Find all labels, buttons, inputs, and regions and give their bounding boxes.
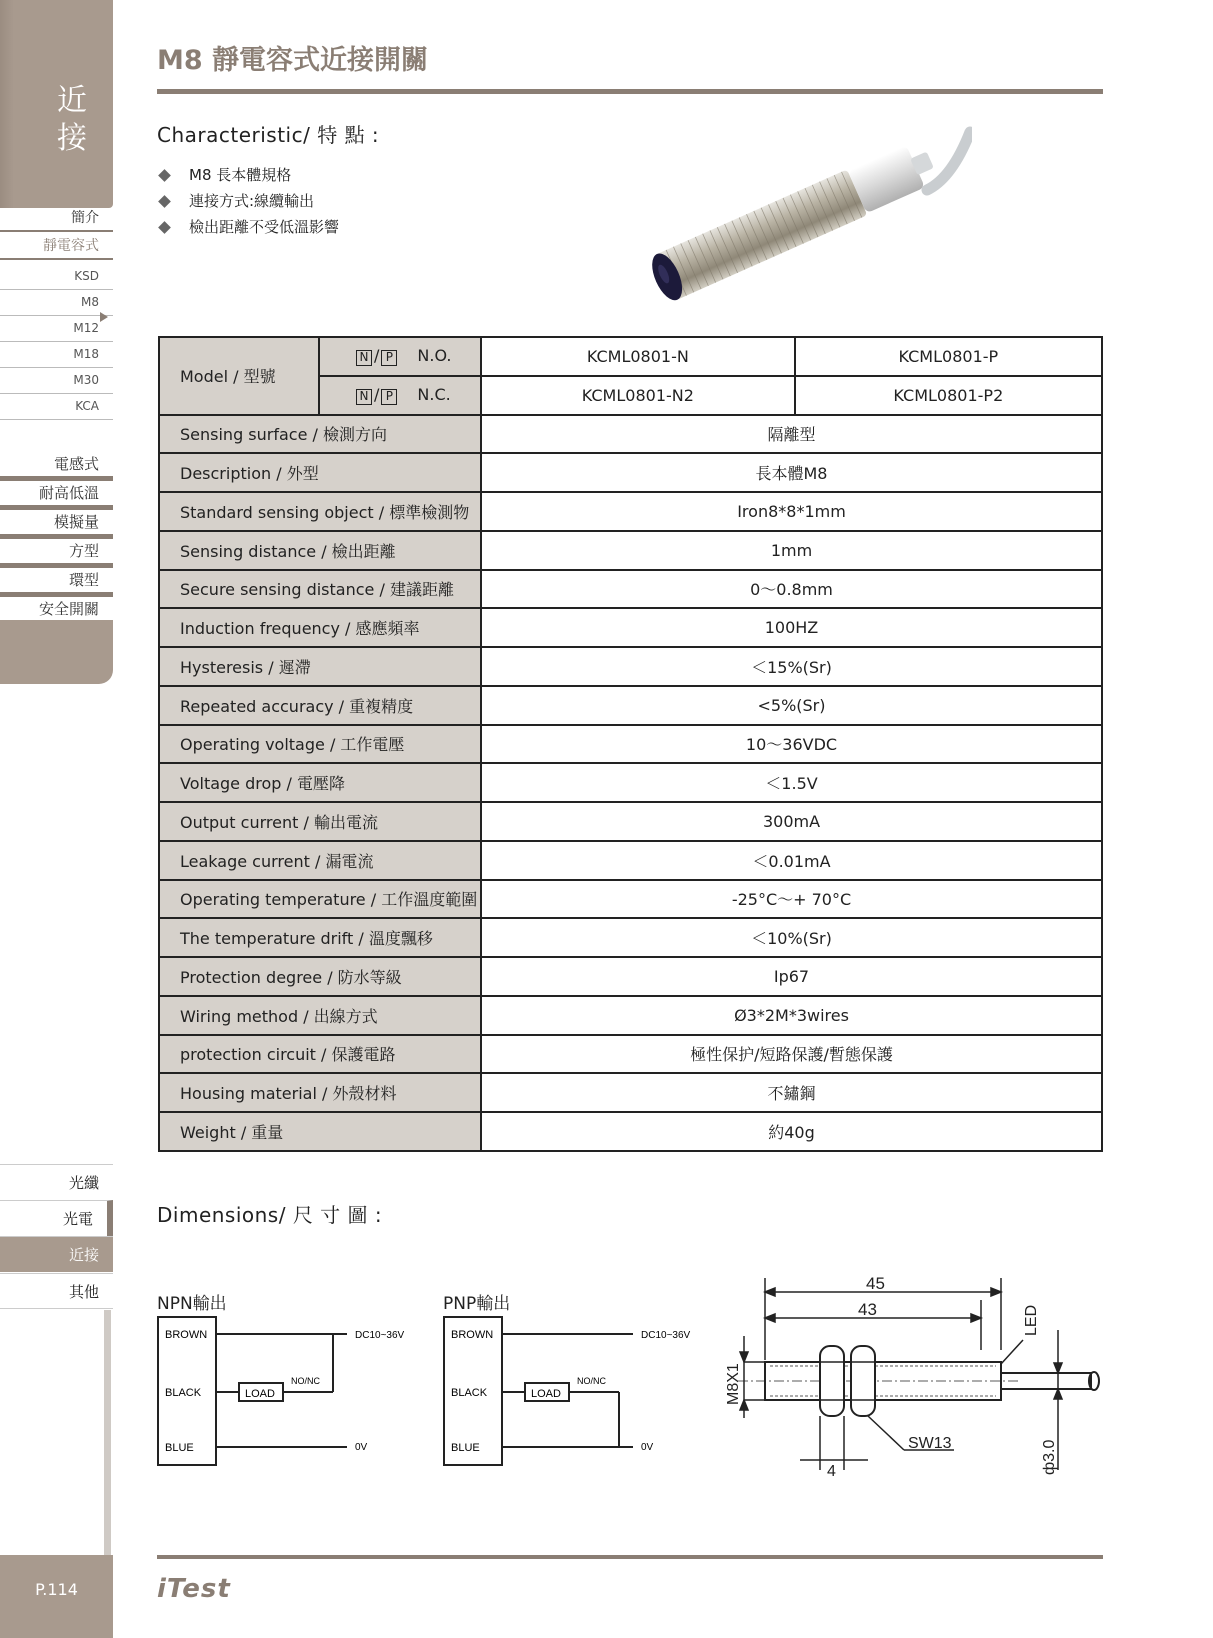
- spec-label: protection circuit / 保護電路: [159, 1035, 481, 1074]
- dim-cable-label: ф3.0: [1041, 1439, 1058, 1475]
- npn-wiring-diagram: [157, 1316, 427, 1468]
- dim-thread-length: 43: [858, 1300, 877, 1319]
- pnp-title: PNP輸出: [443, 1294, 511, 1314]
- diamond-bullet-icon: [158, 169, 171, 182]
- mechanical-dimension-drawing: [718, 1270, 1108, 1492]
- spec-value: Iron8*8*1mm: [481, 492, 1102, 531]
- spec-value: 隔離型: [481, 415, 1102, 454]
- pnp-black-label: BLACK: [451, 1387, 488, 1399]
- spec-label: Sensing distance / 檢出距離: [159, 531, 481, 570]
- npn-dc-label: DC10~36V: [355, 1330, 405, 1341]
- sidebar-item-capacitive[interactable]: 靜電容式: [0, 234, 113, 260]
- table-row: [159, 1112, 1102, 1151]
- spec-label: Hysteresis / 遲滯: [159, 647, 481, 686]
- dim-wrench-label: SW13: [908, 1435, 952, 1452]
- spec-label: Protection degree / 防水等級: [159, 957, 481, 996]
- spec-value: ＜0.01mA: [481, 841, 1102, 880]
- dim-nut-width: 4: [827, 1463, 836, 1480]
- npn-title: NPN輸出: [157, 1294, 227, 1314]
- table-row: [159, 686, 1102, 725]
- npn-black-label: BLACK: [165, 1387, 202, 1399]
- spec-label: Operating temperature / 工作溫度範圍: [159, 880, 481, 919]
- title-divider: [157, 89, 1103, 94]
- spec-value: ＜10%(Sr): [481, 918, 1102, 957]
- spec-label: Secure sensing distance / 建議距離: [159, 570, 481, 609]
- nav-fiber[interactable]: 光纖: [0, 1164, 113, 1200]
- characteristic-heading: Characteristic/ 特 點 :: [157, 123, 380, 147]
- sidebar-divider-block: [0, 620, 113, 684]
- nav-photoelectric[interactable]: 光電: [0, 1200, 113, 1236]
- table-row: [159, 415, 1102, 454]
- spec-value: 0～0.8mm: [481, 570, 1102, 609]
- model-nc-pnp: KCML0801-P2: [795, 376, 1102, 415]
- pnp-dc-label: DC10~36V: [641, 1330, 691, 1341]
- spec-value: Ø3*2M*3wires: [481, 996, 1102, 1035]
- pnp-nonc-label: NO/NC: [577, 1376, 606, 1386]
- spec-value: ＜1.5V: [481, 763, 1102, 802]
- spec-value: ＜15%(Sr): [481, 647, 1102, 686]
- sidebar-item-kca[interactable]: KCA: [0, 394, 113, 420]
- nav-proximity[interactable]: 近接: [0, 1236, 113, 1272]
- list-item: 檢出距離不受低溫影響: [157, 214, 339, 240]
- np-nc-cell: N / P N.C.: [319, 376, 481, 415]
- spec-label: Repeated accuracy / 重複精度: [159, 686, 481, 725]
- npn-zero-label: 0V: [355, 1442, 368, 1453]
- footer-divider: [157, 1555, 1103, 1559]
- spec-value: 10～36VDC: [481, 725, 1102, 764]
- sidebar-decoration: [0, 0, 14, 208]
- brand-logo: iTest: [157, 1574, 231, 1604]
- list-item: 連接方式:線纜輸出: [157, 188, 339, 214]
- sidebar-item-intro[interactable]: 簡介: [0, 206, 113, 232]
- spec-value: 長本體M8: [481, 453, 1102, 492]
- sidebar-category-safety[interactable]: 安全開關: [38, 600, 99, 618]
- table-row: [159, 996, 1102, 1035]
- model-nc-npn: KCML0801-N2: [481, 376, 795, 415]
- sidebar-item-ksd[interactable]: KSD: [0, 264, 113, 290]
- table-row: [159, 608, 1102, 647]
- table-row: [159, 453, 1102, 492]
- spec-label: Induction frequency / 感應頻率: [159, 608, 481, 647]
- nav-other[interactable]: 其他: [0, 1273, 113, 1309]
- sidebar-category-inductive[interactable]: 電感式: [0, 452, 113, 481]
- spec-value: Ip67: [481, 957, 1102, 996]
- table-row: [159, 957, 1102, 996]
- npn-nonc-label: NO/NC: [291, 1376, 320, 1386]
- dim-led-label: LED: [1023, 1304, 1040, 1336]
- spec-table: [158, 336, 1103, 1152]
- pnp-wiring-diagram: [443, 1316, 713, 1468]
- model-no-pnp: KCML0801-P: [795, 337, 1102, 376]
- dimensions-heading: Dimensions/ 尺 寸 圖 :: [157, 1203, 383, 1227]
- page-number: P.114: [0, 1555, 113, 1638]
- spec-label: Voltage drop / 電壓降: [159, 763, 481, 802]
- list-item: M8 長本體規格: [157, 162, 339, 188]
- table-row: [159, 918, 1102, 957]
- sidebar-item-m18[interactable]: M18: [0, 342, 113, 368]
- pnp-blue-label: BLUE: [451, 1442, 480, 1454]
- spec-value: -25°C～+ 70°C: [481, 880, 1102, 919]
- pnp-zero-label: 0V: [641, 1442, 654, 1453]
- sidebar-item-m12[interactable]: M12: [0, 316, 113, 342]
- spec-label: Output current / 輸出電流: [159, 802, 481, 841]
- sidebar-category-analog[interactable]: 模擬量: [0, 510, 113, 539]
- table-row: [159, 725, 1102, 764]
- sidebar-chapter-title: 近 接: [57, 83, 87, 156]
- table-row: [159, 1073, 1102, 1112]
- spec-label: Housing material / 外殼材料: [159, 1073, 481, 1112]
- sensor-product-image: [612, 118, 972, 308]
- table-row: [159, 531, 1102, 570]
- npn-load-label: LOAD: [245, 1388, 275, 1400]
- sidebar-item-m30[interactable]: M30: [0, 368, 113, 394]
- table-row: [159, 841, 1102, 880]
- np-no-cell: N / P N.O.: [319, 337, 481, 376]
- sidebar-category-ring[interactable]: 環型: [0, 568, 113, 597]
- spec-value: <5%(Sr): [481, 686, 1102, 725]
- spec-value: 極性保护/短路保護/暫態保護: [481, 1035, 1102, 1074]
- table-row: [159, 880, 1102, 919]
- table-row: [159, 570, 1102, 609]
- model-no-npn: KCML0801-N: [481, 337, 795, 376]
- pnp-brown-label: BROWN: [451, 1329, 494, 1341]
- npn-brown-label: BROWN: [165, 1329, 208, 1341]
- spec-value: 約40g: [481, 1112, 1102, 1151]
- sidebar-category-square[interactable]: 方型: [0, 539, 113, 568]
- spec-label: Wiring method / 出線方式: [159, 996, 481, 1035]
- spec-label: Sensing surface / 檢測方向: [159, 415, 481, 454]
- spec-value: 1mm: [481, 531, 1102, 570]
- spec-value: 不鏽鋼: [481, 1073, 1102, 1112]
- spec-label: Standard sensing object / 標準檢測物: [159, 492, 481, 531]
- spec-label: Weight / 重量: [159, 1112, 481, 1151]
- sidebar-rail: [104, 1310, 111, 1560]
- model-label: Model / 型號: [159, 337, 319, 415]
- table-row: [159, 763, 1102, 802]
- table-row: [159, 647, 1102, 686]
- spec-label: Operating voltage / 工作電壓: [159, 725, 481, 764]
- characteristic-list: [157, 162, 339, 240]
- diamond-bullet-icon: [158, 221, 171, 234]
- dim-total-length: 45: [866, 1274, 885, 1293]
- page-title: M8 靜電容式近接開關: [157, 45, 429, 76]
- spec-label: Description / 外型: [159, 453, 481, 492]
- pnp-load-label: LOAD: [531, 1388, 561, 1400]
- spec-label: The temperature drift / 溫度飄移: [159, 918, 481, 957]
- dim-thread-label: M8X1: [725, 1363, 742, 1405]
- table-row: [159, 337, 1102, 376]
- npn-blue-label: BLUE: [165, 1442, 194, 1454]
- table-row: [159, 802, 1102, 841]
- table-row: [159, 492, 1102, 531]
- sidebar-category-temperature[interactable]: 耐高低溫: [0, 481, 113, 510]
- spec-value: 300mA: [481, 802, 1102, 841]
- sidebar-item-m8[interactable]: M8: [0, 290, 113, 316]
- diamond-bullet-icon: [158, 195, 171, 208]
- table-row: [159, 1035, 1102, 1074]
- spec-value: 100HZ: [481, 608, 1102, 647]
- spec-label: Leakage current / 漏電流: [159, 841, 481, 880]
